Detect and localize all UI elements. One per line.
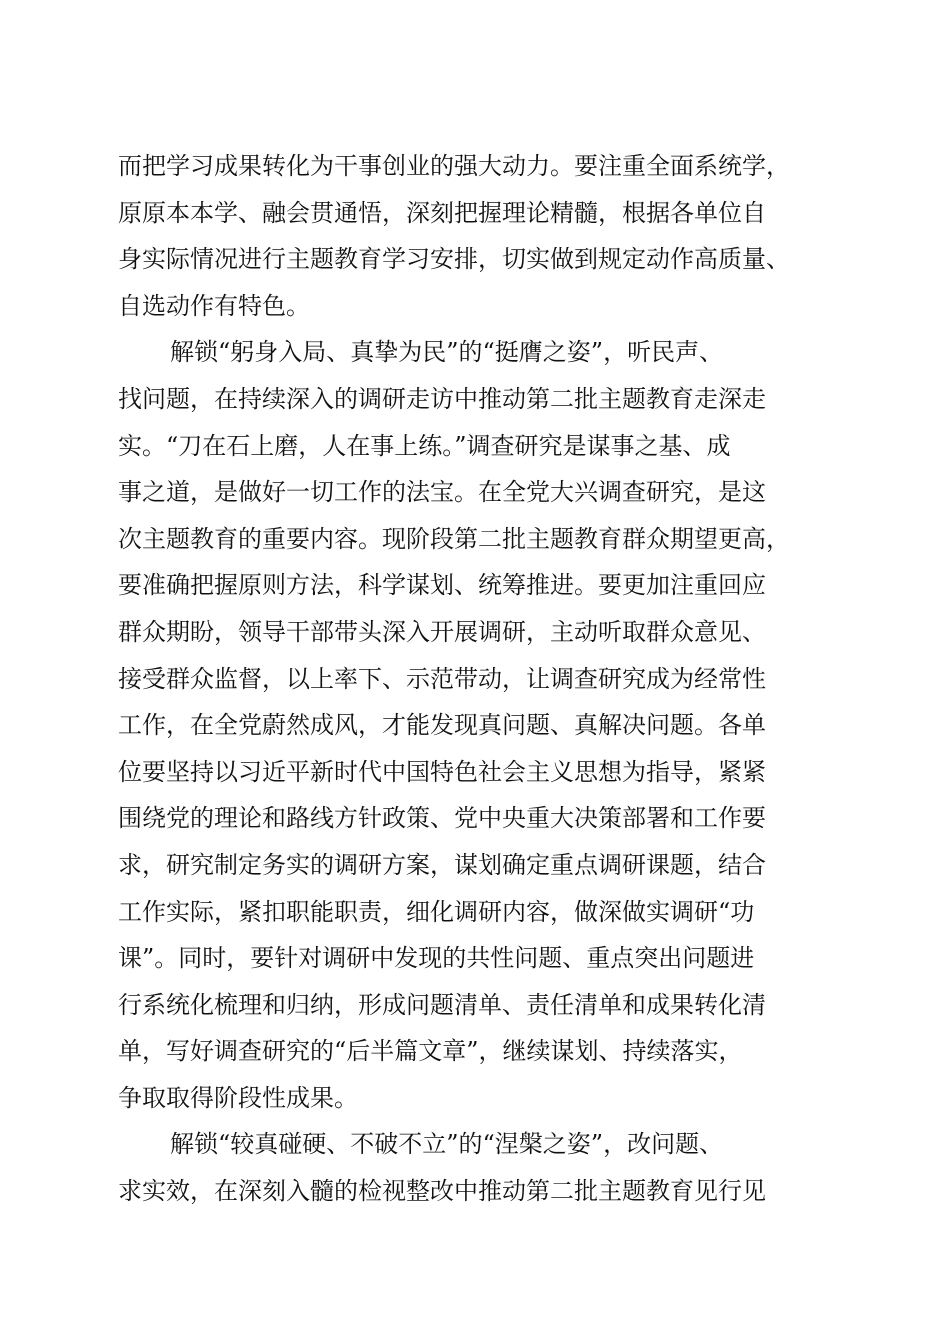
text-line: 原原本本学、融会贯通悟，深刻把握理论精髓，根据各单位自 — [118, 198, 766, 227]
text-line: 解锁“较真碰硬、不破不立”的“涅槃之姿”，改问题、 — [170, 1130, 724, 1159]
paragraph-3 — [118, 1121, 838, 1214]
text-line: 自选动作有特色。 — [118, 291, 310, 320]
text-line: 事之道，是做好一切工作的法宝。在全党大兴调查研究，是这 — [118, 478, 766, 507]
text-line: 工作，在全党蔚然成风，才能发现真问题、真解决问题。各单 — [118, 711, 766, 740]
text-line: 接受群众监督，以上率下、示范带动，让调查研究成为经常性 — [118, 664, 766, 693]
document-body — [118, 143, 838, 1215]
text-line: 要准确把握原则方法，科学谋划、统筹推进。要更加注重回应 — [118, 571, 766, 600]
text-line: 求，研究制定务实的调研方案，谋划确定重点调研课题，结合 — [118, 850, 766, 879]
text-line: 解锁“躬身入局、真挚为民”的“挺膺之姿”，听民声、 — [170, 338, 724, 367]
paragraph-1 — [118, 143, 838, 329]
text-line: 身实际情况进行主题教育学习安排，切实做到规定动作高质量、 — [118, 245, 790, 274]
text-line: 实。“刀在石上磨，人在事上练。”调查研究是谋事之基、成 — [118, 431, 731, 460]
paragraph-2 — [118, 329, 838, 1121]
text-line: 找问题，在持续深入的调研走访中推动第二批主题教育走深走 — [118, 384, 766, 413]
text-line: 行系统化梳理和归纳，形成问题清单、责任清单和成果转化清 — [118, 990, 766, 1019]
text-line: 争取取得阶段性成果。 — [118, 1083, 358, 1112]
text-line: 次主题教育的重要内容。现阶段第二批主题教育群众期望更高， — [118, 524, 790, 553]
text-line: 单，写好调查研究的“后半篇文章”，继续谋划、持续落实， — [118, 1037, 743, 1066]
text-line: 围绕党的理论和路线方针政策、党中央重大决策部署和工作要 — [118, 804, 766, 833]
text-line: 课”。同时，要针对调研中发现的共性问题、重点突出问题进 — [118, 944, 755, 973]
text-line: 群众期盼，领导干部带头深入开展调研，主动听取群众意见、 — [118, 617, 766, 646]
text-line: 位要坚持以习近平新时代中国特色社会主义思想为指导，紧紧 — [118, 757, 766, 786]
text-line: 而把学习成果转化为干事创业的强大动力。要注重全面系统学， — [118, 152, 790, 180]
text-line: 工作实际，紧扣职能职责，细化调研内容，做深做实调研“功 — [118, 897, 755, 926]
text-line: 求实效，在深刻入髓的检视整改中推动第二批主题教育见行见 — [118, 1177, 766, 1206]
